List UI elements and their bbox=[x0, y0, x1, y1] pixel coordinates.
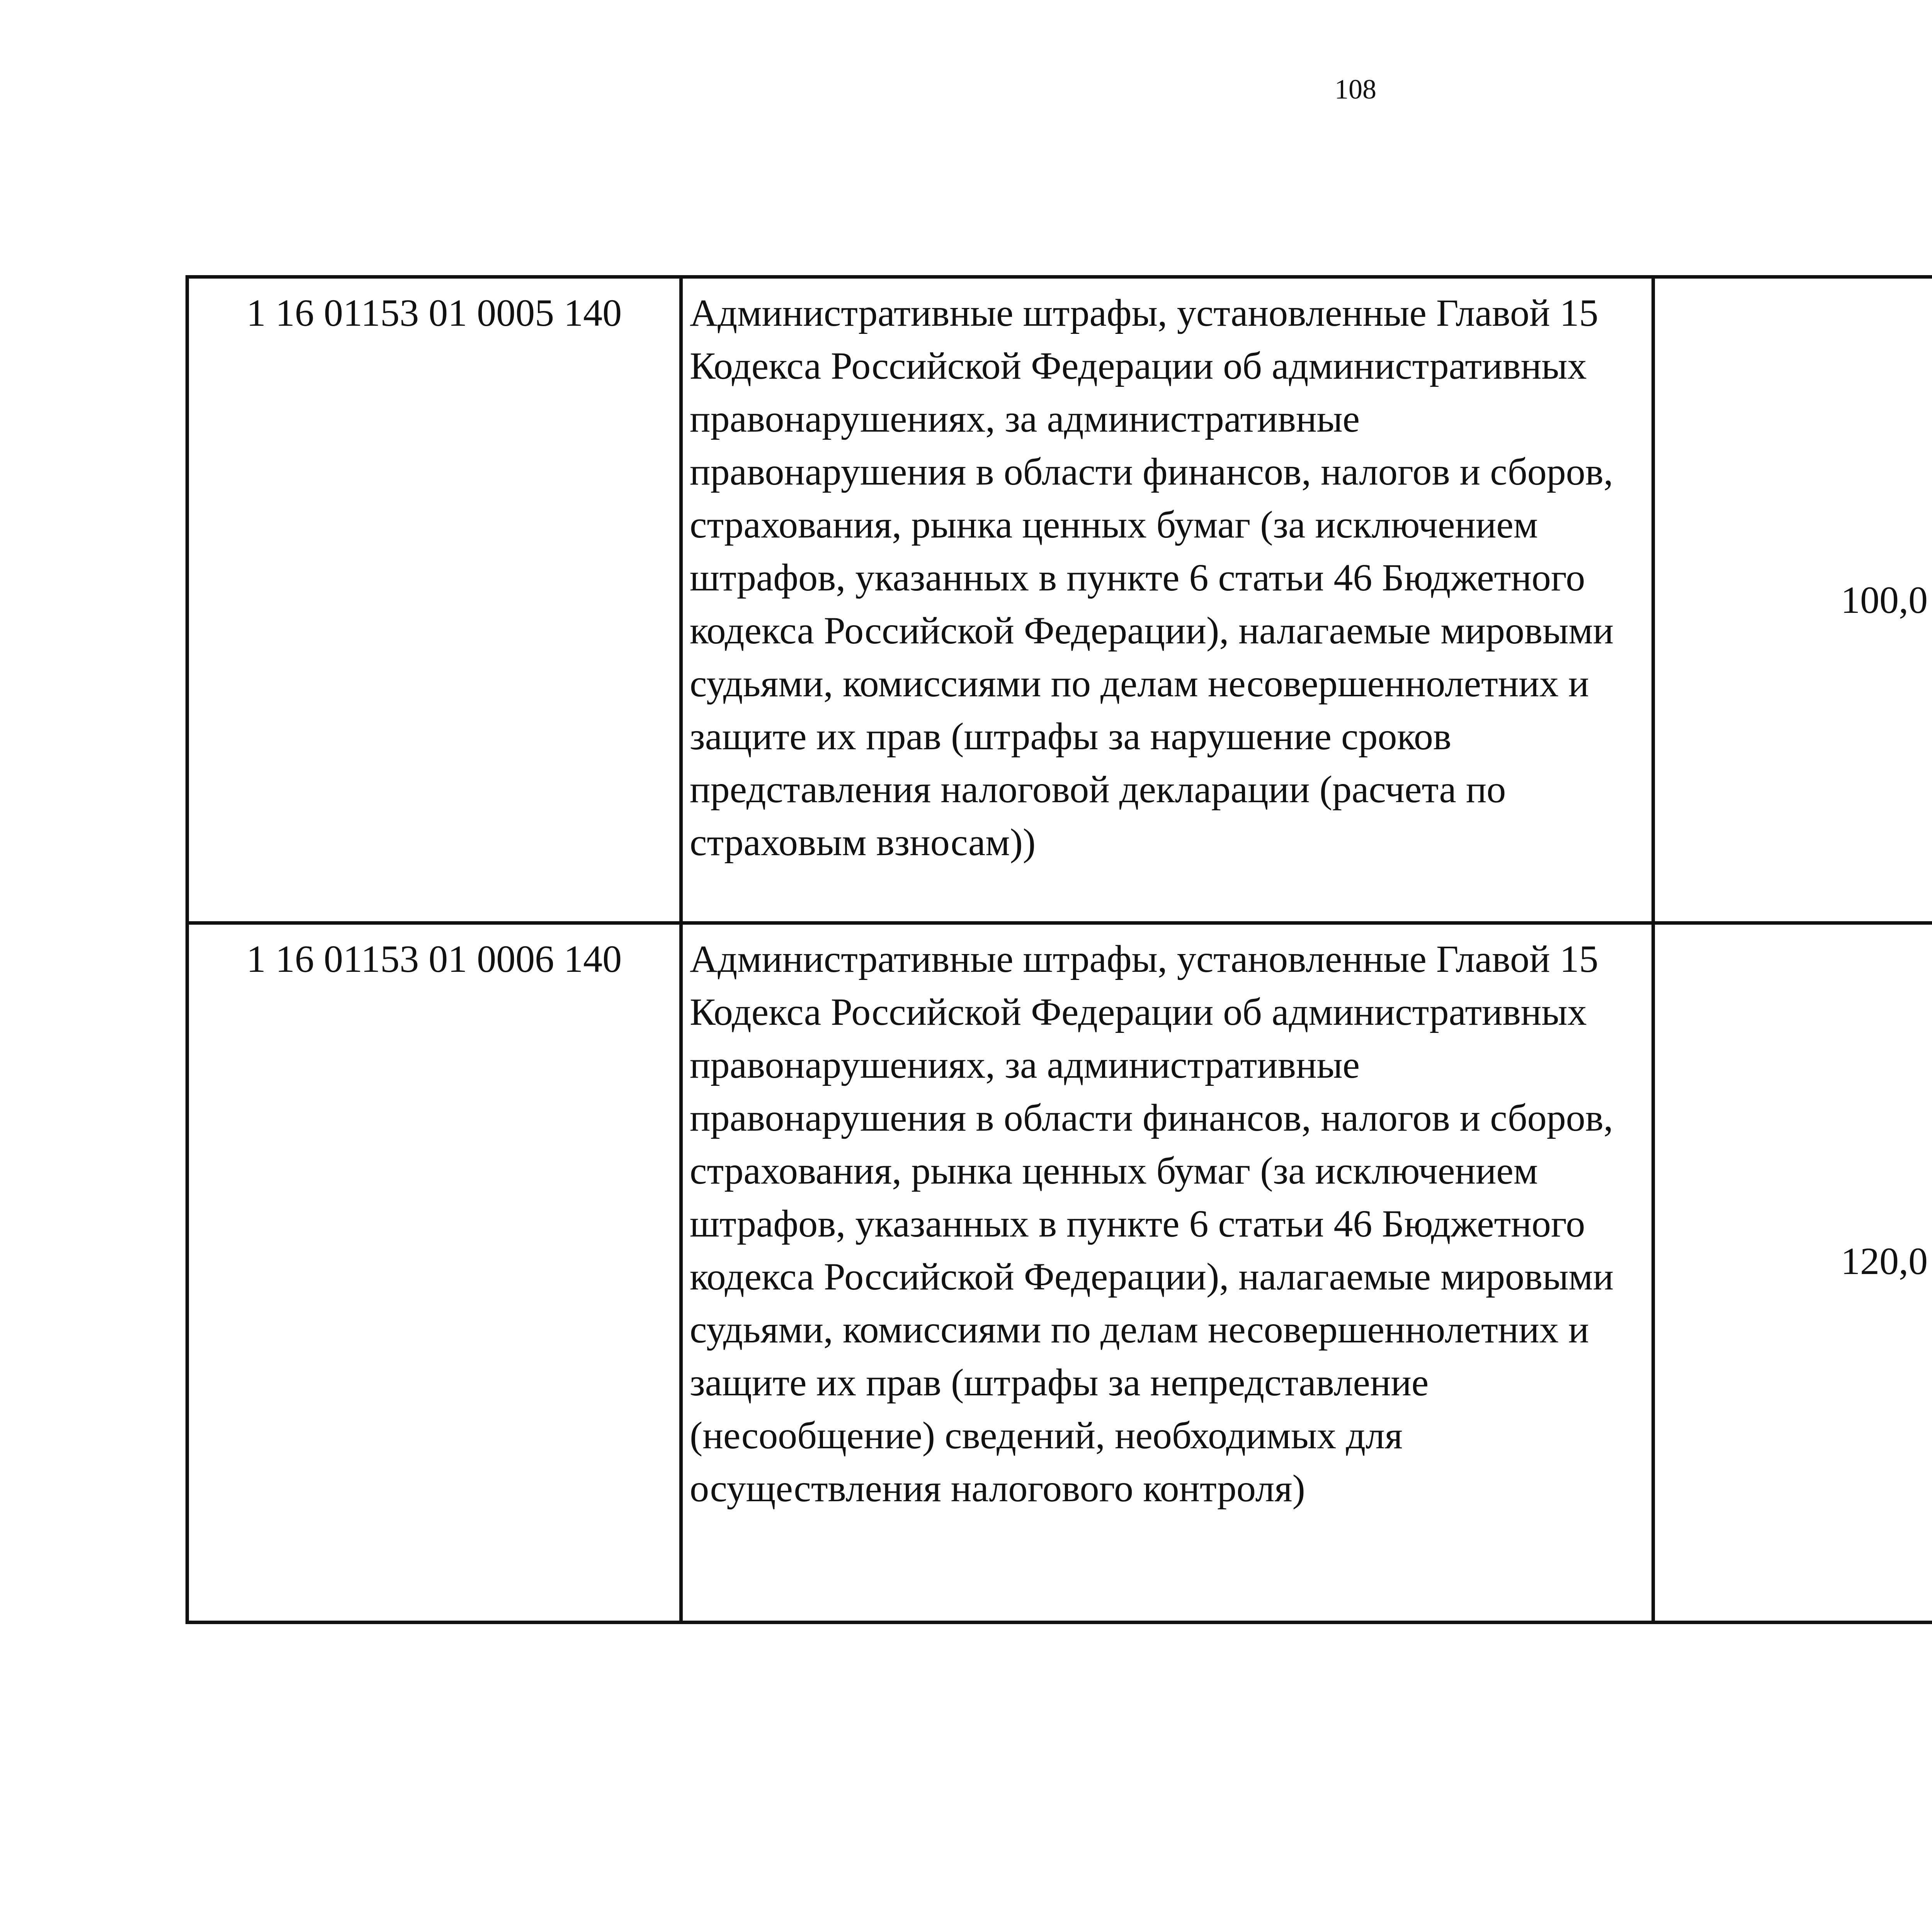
table-row bbox=[187, 923, 1932, 1623]
amount-column-1: 100,0 bbox=[1653, 277, 1932, 923]
revenue-description: Административные штрафы, установленные Главой 15 Кодекса Российской Федерации об административных правонарушениях, за административные правонарушения в области финансов, налогов и сборов, страхования, рынка ценных бумаг (за исключением штрафов, указанных в пункте 6 статьи 46 Бюджетного кодекса Российской Федерации), налагаемые мировыми судьями, комиссиями по делам несовершеннолетних и защите их прав (штрафы за непредставление (несообщение) сведений, необходимых для осуществления налогового контроля) bbox=[681, 923, 1653, 1623]
table-row bbox=[187, 277, 1932, 923]
budget-classification-code: 1 16 01153 01 0006 140 bbox=[187, 923, 681, 1623]
budget-classification-code: 1 16 01153 01 0005 140 bbox=[187, 277, 681, 923]
revenue-description: Административные штрафы, установленные Главой 15 Кодекса Российской Федерации об административных правонарушениях, за административные правонарушения в области финансов, налогов и сборов, страхования, рынка ценных бумаг (за исключением штрафов, указанных в пункте 6 статьи 46 Бюджетного кодекса Российской Федерации), налагаемые мировыми судьями, комиссиями по делам несовершеннолетних и защите их прав (штрафы за нарушение сроков представления налоговой декларации (расчета по страховым взносам)) bbox=[681, 277, 1653, 923]
page-number: 108 bbox=[1335, 74, 1376, 105]
budget-revenue-table bbox=[185, 275, 1932, 1624]
amount-column-1: 120,0 bbox=[1653, 923, 1932, 1623]
